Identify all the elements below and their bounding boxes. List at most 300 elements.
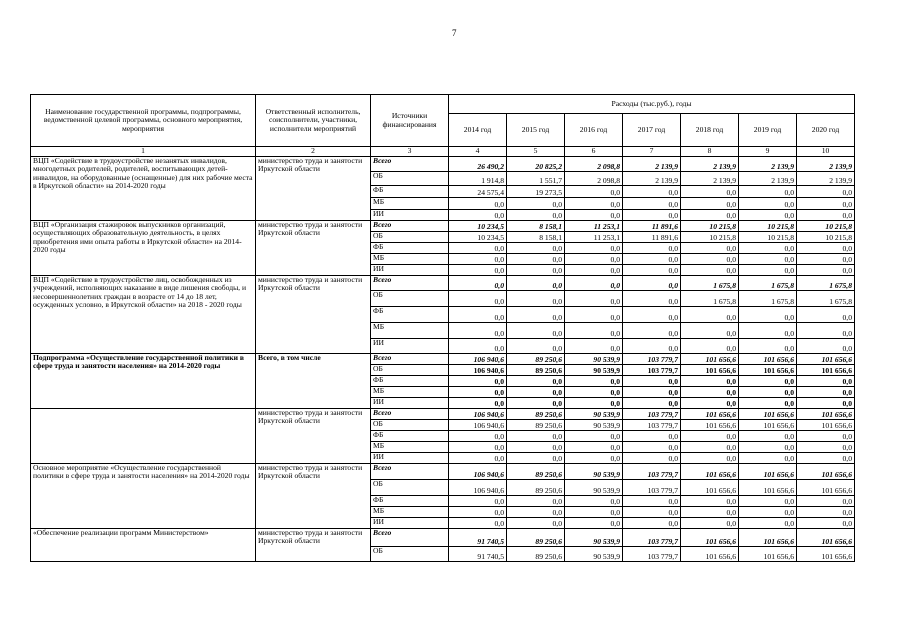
responsible-cell: министерство труда и занятости Иркутской области	[256, 276, 371, 354]
amount-cell: 89 250,6	[507, 480, 565, 496]
amount-cell: 2 139,9	[739, 157, 797, 172]
amount-cell: 10 215,8	[681, 232, 739, 243]
amount-cell: 101 656,6	[739, 464, 797, 480]
amount-cell: 0,0	[623, 496, 681, 507]
column-number: 8	[681, 147, 739, 157]
amount-cell: 0,0	[681, 518, 739, 529]
amount-cell: 2 139,9	[739, 172, 797, 186]
table-row	[31, 276, 855, 291]
amount-cell: 0,0	[681, 431, 739, 442]
amount-cell: 103 779,7	[623, 420, 681, 431]
amount-cell: 0,0	[623, 276, 681, 291]
source-cell: ОБ	[371, 365, 449, 376]
amount-cell: 0,0	[623, 518, 681, 529]
source-cell: ОБ	[371, 232, 449, 243]
header-sources: Источники финансирования	[371, 95, 449, 147]
amount-cell: 0,0	[623, 387, 681, 398]
source-cell: МБ	[371, 507, 449, 518]
amount-cell: 10 234,5	[449, 232, 507, 243]
amount-cell: 0,0	[565, 323, 623, 339]
amount-cell: 0,0	[449, 496, 507, 507]
program-name-cell: Подпрограмма «Осуществление государственной политики в сфере труда и занятости населения» на 2014-2020 годы	[31, 354, 256, 409]
amount-cell: 2 139,9	[623, 157, 681, 172]
amount-cell: 0,0	[739, 453, 797, 464]
year-header: 2019 год	[739, 114, 797, 147]
source-cell: ОБ	[371, 172, 449, 186]
column-number: 1	[31, 147, 256, 157]
amount-cell: 10 215,8	[739, 221, 797, 232]
amount-cell: 0,0	[507, 198, 565, 210]
amount-cell: 0,0	[739, 186, 797, 198]
amount-cell: 0,0	[507, 518, 565, 529]
amount-cell: 0,0	[449, 453, 507, 464]
responsible-cell: Всего, в том числе	[256, 354, 371, 409]
amount-cell: 0,0	[565, 518, 623, 529]
amount-cell: 0,0	[797, 496, 855, 507]
amount-cell: 89 250,6	[507, 354, 565, 365]
table-row	[31, 409, 855, 420]
amount-cell: 0,0	[623, 339, 681, 354]
amount-cell: 0,0	[681, 198, 739, 210]
amount-cell: 0,0	[623, 186, 681, 198]
amount-cell: 90 539,9	[565, 464, 623, 480]
amount-cell: 2 139,9	[681, 157, 739, 172]
amount-cell: 0,0	[797, 453, 855, 464]
amount-cell: 0,0	[507, 339, 565, 354]
source-cell: ФБ	[371, 307, 449, 323]
amount-cell: 103 779,7	[623, 547, 681, 562]
amount-cell: 0,0	[449, 442, 507, 453]
source-cell: ОБ	[371, 420, 449, 431]
source-cell: Всего	[371, 409, 449, 420]
amount-cell: 20 825,2	[507, 157, 565, 172]
amount-cell: 103 779,7	[623, 409, 681, 420]
amount-cell: 0,0	[681, 339, 739, 354]
amount-cell: 0,0	[507, 431, 565, 442]
amount-cell: 101 656,6	[797, 547, 855, 562]
header-responsible: Ответственный исполнитель, соисполнители, участники, исполнители мероприятий	[256, 95, 371, 147]
source-cell: Всего	[371, 276, 449, 291]
amount-cell: 90 539,9	[565, 409, 623, 420]
source-cell: ФБ	[371, 496, 449, 507]
amount-cell: 1 551,7	[507, 172, 565, 186]
source-cell: Всего	[371, 221, 449, 232]
amount-cell: 106 940,6	[449, 409, 507, 420]
table-row	[31, 157, 855, 172]
column-number: 7	[623, 147, 681, 157]
amount-cell: 0,0	[565, 398, 623, 409]
amount-cell: 0,0	[449, 376, 507, 387]
amount-cell: 2 139,9	[681, 172, 739, 186]
program-name-cell: Основное мероприятие «Осуществление государственной политики в сфере труда и занятости населения» на 2014-2020 годы	[31, 464, 256, 529]
amount-cell: 0,0	[565, 431, 623, 442]
program-name-cell: ВЦП «Организация стажировок выпускников организаций, осуществляющих образовательную деятельность, в целях приобретения ими опыта работы в Иркутской области» на 2014-2020 годы	[31, 221, 256, 276]
amount-cell: 0,0	[623, 453, 681, 464]
source-cell: ОБ	[371, 547, 449, 562]
amount-cell: 101 656,6	[739, 365, 797, 376]
amount-cell: 0,0	[565, 376, 623, 387]
column-number: 9	[739, 147, 797, 157]
amount-cell: 0,0	[623, 198, 681, 210]
amount-cell: 0,0	[565, 254, 623, 265]
header-name: Наименование государственной программы, подпрограммы, ведомственной целевой программы, основного мероприятия, мероприятия	[31, 95, 256, 147]
amount-cell: 0,0	[623, 323, 681, 339]
amount-cell: 0,0	[681, 442, 739, 453]
amount-cell: 0,0	[449, 431, 507, 442]
amount-cell: 10 215,8	[797, 221, 855, 232]
amount-cell: 0,0	[797, 387, 855, 398]
amount-cell: 1 675,8	[681, 291, 739, 307]
source-cell: ФБ	[371, 431, 449, 442]
amount-cell: 0,0	[449, 398, 507, 409]
amount-cell: 2 098,8	[565, 172, 623, 186]
source-cell: Всего	[371, 529, 449, 547]
amount-cell: 0,0	[797, 243, 855, 254]
amount-cell: 0,0	[507, 387, 565, 398]
header-expenses: Расходы (тыс.руб.), годы	[449, 95, 855, 114]
amount-cell: 0,0	[623, 376, 681, 387]
amount-cell: 89 250,6	[507, 409, 565, 420]
amount-cell: 1 675,8	[681, 276, 739, 291]
responsible-cell: министерство труда и занятости Иркутской области	[256, 529, 371, 562]
amount-cell: 0,0	[739, 307, 797, 323]
amount-cell: 0,0	[507, 210, 565, 221]
amount-cell: 0,0	[449, 210, 507, 221]
amount-cell: 101 656,6	[797, 480, 855, 496]
amount-cell: 91 740,5	[449, 529, 507, 547]
year-header: 2016 год	[565, 114, 623, 147]
column-number: 2	[256, 147, 371, 157]
program-name-cell	[31, 409, 256, 464]
source-cell: ФБ	[371, 186, 449, 198]
amount-cell: 0,0	[623, 398, 681, 409]
amount-cell: 103 779,7	[623, 529, 681, 547]
amount-cell: 106 940,6	[449, 365, 507, 376]
amount-cell: 0,0	[565, 243, 623, 254]
amount-cell: 0,0	[739, 507, 797, 518]
amount-cell: 0,0	[449, 307, 507, 323]
amount-cell: 101 656,6	[681, 354, 739, 365]
amount-cell: 101 656,6	[739, 547, 797, 562]
source-cell: ИИ	[371, 398, 449, 409]
amount-cell: 0,0	[739, 387, 797, 398]
amount-cell: 11 891,6	[623, 232, 681, 243]
amount-cell: 10 234,5	[449, 221, 507, 232]
amount-cell: 0,0	[681, 265, 739, 276]
responsible-cell: министерство труда и занятости Иркутской области	[256, 221, 371, 276]
amount-cell: 101 656,6	[681, 547, 739, 562]
amount-cell: 101 656,6	[739, 420, 797, 431]
source-cell: МБ	[371, 198, 449, 210]
budget-table	[30, 94, 855, 562]
amount-cell: 0,0	[565, 496, 623, 507]
amount-cell: 0,0	[623, 265, 681, 276]
amount-cell: 0,0	[449, 518, 507, 529]
program-name-cell: «Обеспечение реализации программ Министерством»	[31, 529, 256, 562]
amount-cell: 101 656,6	[681, 420, 739, 431]
amount-cell: 0,0	[797, 265, 855, 276]
amount-cell: 11 253,1	[565, 232, 623, 243]
amount-cell: 0,0	[449, 276, 507, 291]
amount-cell: 11 891,6	[623, 221, 681, 232]
amount-cell: 0,0	[623, 442, 681, 453]
amount-cell: 0,0	[507, 376, 565, 387]
amount-cell: 106 940,6	[449, 354, 507, 365]
page-number: 7	[452, 28, 457, 38]
column-number: 6	[565, 147, 623, 157]
amount-cell: 0,0	[739, 198, 797, 210]
column-number: 4	[449, 147, 507, 157]
responsible-cell: министерство труда и занятости Иркутской области	[256, 409, 371, 464]
column-number: 10	[797, 147, 855, 157]
amount-cell: 0,0	[681, 186, 739, 198]
amount-cell: 90 539,9	[565, 480, 623, 496]
responsible-cell: министерство труда и занятости Иркутской области	[256, 157, 371, 221]
budget-body	[31, 157, 855, 562]
amount-cell: 101 656,6	[739, 354, 797, 365]
source-cell: ИИ	[371, 339, 449, 354]
amount-cell: 0,0	[507, 453, 565, 464]
amount-cell: 101 656,6	[739, 409, 797, 420]
amount-cell: 0,0	[681, 387, 739, 398]
year-header: 2017 год	[623, 114, 681, 147]
amount-cell: 10 215,8	[681, 221, 739, 232]
amount-cell: 0,0	[507, 291, 565, 307]
amount-cell: 0,0	[681, 453, 739, 464]
source-cell: Всего	[371, 464, 449, 480]
source-cell: МБ	[371, 323, 449, 339]
amount-cell: 0,0	[449, 254, 507, 265]
amount-cell: 0,0	[797, 186, 855, 198]
amount-cell: 0,0	[507, 265, 565, 276]
amount-cell: 101 656,6	[681, 480, 739, 496]
amount-cell: 0,0	[565, 291, 623, 307]
amount-cell: 90 539,9	[565, 420, 623, 431]
amount-cell: 0,0	[507, 398, 565, 409]
amount-cell: 0,0	[797, 198, 855, 210]
amount-cell: 0,0	[565, 507, 623, 518]
amount-cell: 0,0	[623, 243, 681, 254]
amount-cell: 0,0	[797, 254, 855, 265]
amount-cell: 26 490,2	[449, 157, 507, 172]
amount-cell: 0,0	[565, 265, 623, 276]
amount-cell: 0,0	[565, 453, 623, 464]
amount-cell: 0,0	[797, 376, 855, 387]
amount-cell: 1 675,8	[739, 291, 797, 307]
amount-cell: 101 656,6	[681, 464, 739, 480]
amount-cell: 0,0	[507, 323, 565, 339]
program-name-cell: ВЦП «Содействие в трудоустройстве лиц, освобожденных из учреждений, исполняющих наказание в виде лишения свободы, и несовершеннолетних граждан в возрасте от 14 до 18 лет, осужденных условно, в Иркутской области» на 2018 - 2020 годы	[31, 276, 256, 354]
amount-cell: 91 740,5	[449, 547, 507, 562]
amount-cell: 103 779,7	[623, 365, 681, 376]
amount-cell: 103 779,7	[623, 480, 681, 496]
amount-cell: 24 575,4	[449, 186, 507, 198]
column-number: 5	[507, 147, 565, 157]
amount-cell: 0,0	[565, 339, 623, 354]
amount-cell: 90 539,9	[565, 529, 623, 547]
amount-cell: 10 215,8	[739, 232, 797, 243]
amount-cell: 0,0	[797, 442, 855, 453]
amount-cell: 89 250,6	[507, 529, 565, 547]
amount-cell: 0,0	[449, 243, 507, 254]
amount-cell: 0,0	[449, 291, 507, 307]
amount-cell: 101 656,6	[739, 529, 797, 547]
amount-cell: 0,0	[623, 210, 681, 221]
amount-cell: 0,0	[623, 431, 681, 442]
amount-cell: 0,0	[797, 323, 855, 339]
amount-cell: 89 250,6	[507, 420, 565, 431]
amount-cell: 0,0	[681, 507, 739, 518]
amount-cell: 103 779,7	[623, 354, 681, 365]
amount-cell: 89 250,6	[507, 464, 565, 480]
table-row	[31, 464, 855, 480]
amount-cell: 101 656,6	[681, 529, 739, 547]
amount-cell: 0,0	[681, 254, 739, 265]
amount-cell: 0,0	[449, 339, 507, 354]
amount-cell: 0,0	[623, 307, 681, 323]
amount-cell: 106 940,6	[449, 464, 507, 480]
source-cell: Всего	[371, 354, 449, 365]
amount-cell: 101 656,6	[797, 409, 855, 420]
year-header: 2015 год	[507, 114, 565, 147]
amount-cell: 2 098,8	[565, 157, 623, 172]
amount-cell: 0,0	[797, 431, 855, 442]
amount-cell: 0,0	[797, 518, 855, 529]
amount-cell: 0,0	[565, 307, 623, 323]
amount-cell: 2 139,9	[797, 172, 855, 186]
amount-cell: 0,0	[681, 376, 739, 387]
amount-cell: 0,0	[739, 496, 797, 507]
amount-cell: 101 656,6	[797, 420, 855, 431]
amount-cell: 0,0	[739, 323, 797, 339]
amount-cell: 11 253,1	[565, 221, 623, 232]
source-cell: ИИ	[371, 453, 449, 464]
amount-cell: 8 158,1	[507, 221, 565, 232]
amount-cell: 0,0	[739, 398, 797, 409]
amount-cell: 2 139,9	[797, 157, 855, 172]
amount-cell: 0,0	[507, 254, 565, 265]
table-row	[31, 529, 855, 547]
amount-cell: 1 675,8	[797, 276, 855, 291]
amount-cell: 0,0	[797, 339, 855, 354]
column-number: 3	[371, 147, 449, 157]
source-cell: МБ	[371, 387, 449, 398]
amount-cell: 0,0	[507, 276, 565, 291]
amount-cell: 106 940,6	[449, 480, 507, 496]
amount-cell: 0,0	[449, 323, 507, 339]
amount-cell: 0,0	[739, 376, 797, 387]
amount-cell: 101 656,6	[739, 480, 797, 496]
amount-cell: 0,0	[449, 387, 507, 398]
amount-cell: 2 139,9	[623, 172, 681, 186]
responsible-cell: министерство труда и занятости Иркутской области	[256, 464, 371, 529]
amount-cell: 0,0	[565, 387, 623, 398]
amount-cell: 0,0	[565, 276, 623, 291]
amount-cell: 0,0	[449, 265, 507, 276]
amount-cell: 0,0	[681, 243, 739, 254]
amount-cell: 0,0	[449, 507, 507, 518]
amount-cell: 0,0	[681, 210, 739, 221]
amount-cell: 0,0	[681, 398, 739, 409]
amount-cell: 90 539,9	[565, 354, 623, 365]
amount-cell: 101 656,6	[797, 529, 855, 547]
source-cell: ИИ	[371, 265, 449, 276]
amount-cell: 8 158,1	[507, 232, 565, 243]
amount-cell: 0,0	[565, 198, 623, 210]
amount-cell: 0,0	[797, 398, 855, 409]
amount-cell: 106 940,6	[449, 420, 507, 431]
source-cell: ФБ	[371, 243, 449, 254]
amount-cell: 0,0	[623, 291, 681, 307]
amount-cell: 0,0	[507, 307, 565, 323]
table-row	[31, 221, 855, 232]
amount-cell: 0,0	[739, 431, 797, 442]
amount-cell: 103 779,7	[623, 464, 681, 480]
year-header: 2018 год	[681, 114, 739, 147]
amount-cell: 101 656,6	[681, 409, 739, 420]
amount-cell: 19 273,5	[507, 186, 565, 198]
amount-cell: 0,0	[739, 442, 797, 453]
amount-cell: 0,0	[681, 496, 739, 507]
amount-cell: 0,0	[739, 339, 797, 354]
amount-cell: 101 656,6	[797, 464, 855, 480]
amount-cell: 0,0	[507, 442, 565, 453]
year-header: 2014 год	[449, 114, 507, 147]
amount-cell: 0,0	[565, 186, 623, 198]
amount-cell: 89 250,6	[507, 365, 565, 376]
amount-cell: 101 656,6	[797, 354, 855, 365]
amount-cell: 1 914,8	[449, 172, 507, 186]
amount-cell: 90 539,9	[565, 365, 623, 376]
amount-cell: 0,0	[565, 210, 623, 221]
program-name-cell: ВЦП «Содействие в трудоустройстве незанятых инвалидов, многодетных родителей, родителей, воспитывающих детей-инвалидов, на оборудованные (оснащенные) для них рабочие места в Иркутской области» на 2014-2020 годы	[31, 157, 256, 221]
amount-cell: 0,0	[449, 198, 507, 210]
amount-cell: 0,0	[507, 507, 565, 518]
amount-cell: 0,0	[507, 496, 565, 507]
amount-cell: 10 215,8	[797, 232, 855, 243]
source-cell: ОБ	[371, 480, 449, 496]
source-cell: Всего	[371, 157, 449, 172]
amount-cell: 90 539,9	[565, 547, 623, 562]
amount-cell: 0,0	[623, 507, 681, 518]
amount-cell: 0,0	[797, 507, 855, 518]
source-cell: МБ	[371, 442, 449, 453]
source-cell: ОБ	[371, 291, 449, 307]
amount-cell: 89 250,6	[507, 547, 565, 562]
table-row	[31, 354, 855, 365]
source-cell: ИИ	[371, 210, 449, 221]
amount-cell: 0,0	[739, 210, 797, 221]
source-cell: ФБ	[371, 376, 449, 387]
amount-cell: 0,0	[623, 254, 681, 265]
amount-cell: 0,0	[681, 323, 739, 339]
amount-cell: 0,0	[739, 265, 797, 276]
amount-cell: 1 675,8	[797, 291, 855, 307]
amount-cell: 0,0	[797, 210, 855, 221]
year-header: 2020 год	[797, 114, 855, 147]
amount-cell: 0,0	[507, 243, 565, 254]
amount-cell: 0,0	[681, 307, 739, 323]
amount-cell: 0,0	[739, 518, 797, 529]
source-cell: МБ	[371, 254, 449, 265]
amount-cell: 0,0	[797, 307, 855, 323]
source-cell: ИИ	[371, 518, 449, 529]
amount-cell: 0,0	[565, 442, 623, 453]
amount-cell: 101 656,6	[797, 365, 855, 376]
amount-cell: 101 656,6	[681, 365, 739, 376]
amount-cell: 0,0	[739, 243, 797, 254]
amount-cell: 0,0	[739, 254, 797, 265]
